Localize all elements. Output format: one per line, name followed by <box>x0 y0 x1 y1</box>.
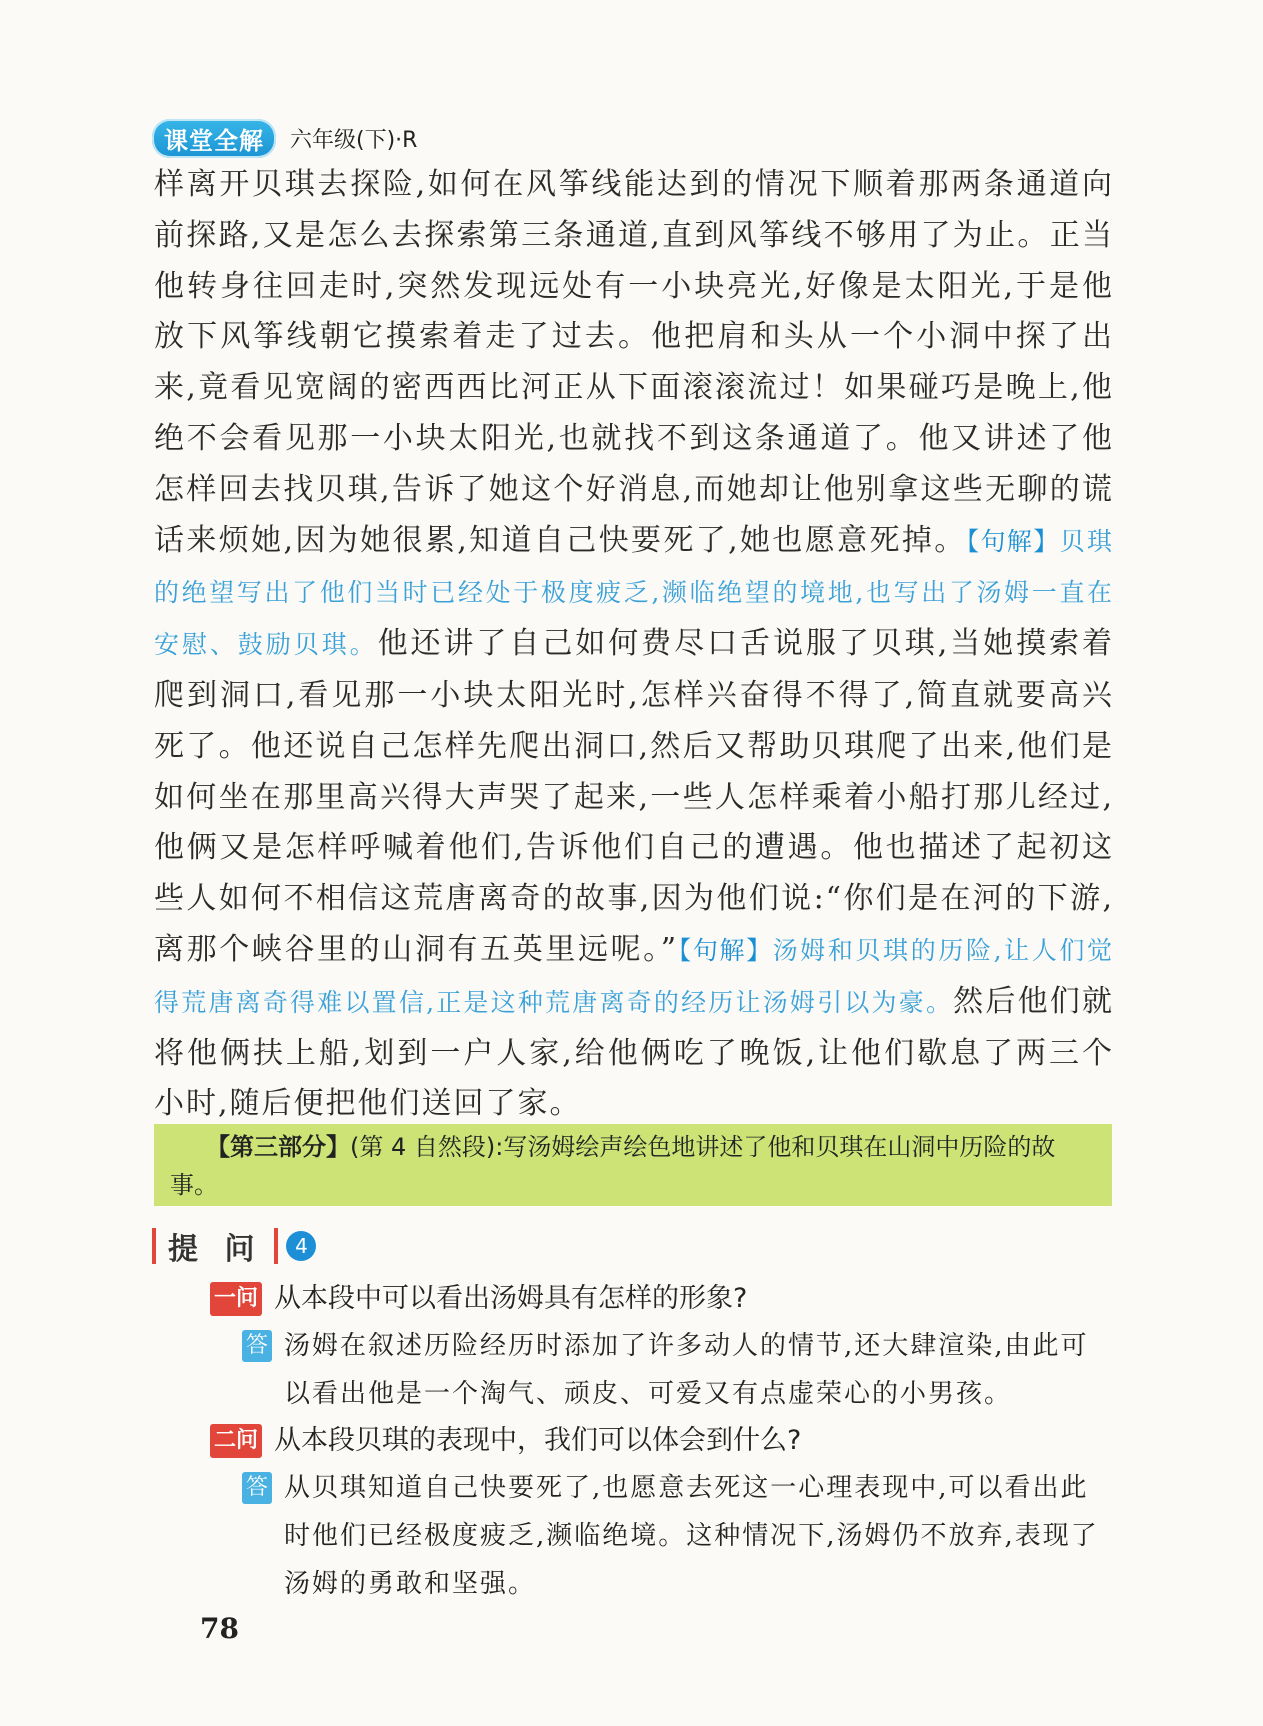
page-number: 78 <box>200 1612 239 1645</box>
question-number-badge: 4 <box>286 1231 316 1261</box>
sentence-note-tag: 【句解】 <box>678 935 773 965</box>
questions-title: 提 问 <box>168 1232 263 1267</box>
answer-row <box>242 1464 1120 1608</box>
passage-text-2: 他还讲了自己如何费尽口舌说服了贝琪,当她摸索着爬到洞口,看见那一小块太阳光时,怎样兴奋得不得了,简直就要高兴死了。他还说自己怎样先爬出洞口,然后又帮助贝琪爬了出来,他们是如何坐在那里高兴得大声哭了起来,一些人怎样乘着小船打那儿经过,他俩又是怎样呼喊着他们,告诉他们自己的遭遇。他也描述了起初这些人如何不相信这荒唐离奇的故事,因为他们说:“你们是在河的下游,离那个峡谷里的山洞有五英里远呢。” <box>154 626 1114 967</box>
heading-bar-left <box>152 1228 156 1264</box>
answer-row <box>242 1322 1120 1418</box>
sentence-note-text: 贝琪的绝望写出了他们当时已经处于极度疲乏,濒临绝望的境地,也写出了汤姆一直在安慰、鼓励贝琪。 <box>154 526 1114 660</box>
part-summary-text: (第 4 自然段):写汤姆绘声绘色地讲述了他和贝琪在山洞中历险的故事。 <box>170 1133 1056 1199</box>
main-passage <box>154 160 1114 1130</box>
answer-text: 从贝琪知道自己快要死了,也愿意去死这一心理表现中,可以看出此时他们已经极度疲乏,濒临绝境。这种情况下,汤姆仍不放弃,表现了汤姆的勇敢和坚强。 <box>284 1473 1099 1599</box>
answer-badge: 答 <box>242 1472 272 1504</box>
answer-text: 汤姆在叙述历险经历时添加了许多动人的情节,还大肆渲染,由此可以看出他是一个淘气、顽皮、可爱又有点虚荣心的小男孩。 <box>284 1331 1089 1409</box>
page-header <box>152 118 417 158</box>
question-row <box>210 1418 1120 1464</box>
qa-item-1 <box>210 1276 1120 1418</box>
passage-text-1: 样离开贝琪去探险,如何在风筝线能达到的情况下顺着那两条通道向前探路,又是怎么去探索第三条通道,直到风筝线不够用了为止。正当他转身往回走时,突然发现远处有一小块亮光,好像是太阳光,于是他放下风筝线朝它摸索着走了过去。他把肩和头从一个小洞中探了出来,竟看见宽阔的密西西比河正从下面滚滚流过！如果碰巧是晚上,他绝不会看见那一小块太阳光,也就找不到这条通道了。他又讲述了他怎样回去找贝琪,告诉了她这个好消息,而她却让他别拿这些无聊的谎话来烦她,因为她很累,知道自己快要死了,她也愿意死掉。 <box>154 167 1114 558</box>
grade-label: 六年级(下)·R <box>290 127 418 153</box>
sentence-note-text: 汤姆和贝琪的历险,让人们觉得荒唐离奇得难以置信,正是这种荒唐离奇的经历让汤姆引以为豪。 <box>154 935 1114 1017</box>
question-text: 从本段贝琪的表现中，我们可以体会到什么? <box>274 1425 802 1456</box>
passage-text-3: 然后他们就将他俩扶上船,划到一户人家,给他俩吃了晚饭,让他们歇息了两三个小时,随后便把他们送回了家。 <box>154 983 1115 1122</box>
part-label: 【第三部分】 <box>206 1133 350 1161</box>
sentence-note-tag: 【句解】 <box>966 526 1060 556</box>
questions-heading <box>152 1222 316 1270</box>
part-summary <box>154 1124 1112 1206</box>
question-badge: 一问 <box>210 1282 262 1316</box>
heading-bar-right <box>274 1228 278 1264</box>
question-text: 从本段中可以看出汤姆具有怎样的形象? <box>274 1283 748 1314</box>
qa-item-2 <box>210 1418 1120 1608</box>
question-row <box>210 1276 1120 1322</box>
answer-badge: 答 <box>242 1330 272 1362</box>
brand-logo: 课堂全解 <box>152 119 276 158</box>
question-badge: 二问 <box>210 1424 262 1458</box>
